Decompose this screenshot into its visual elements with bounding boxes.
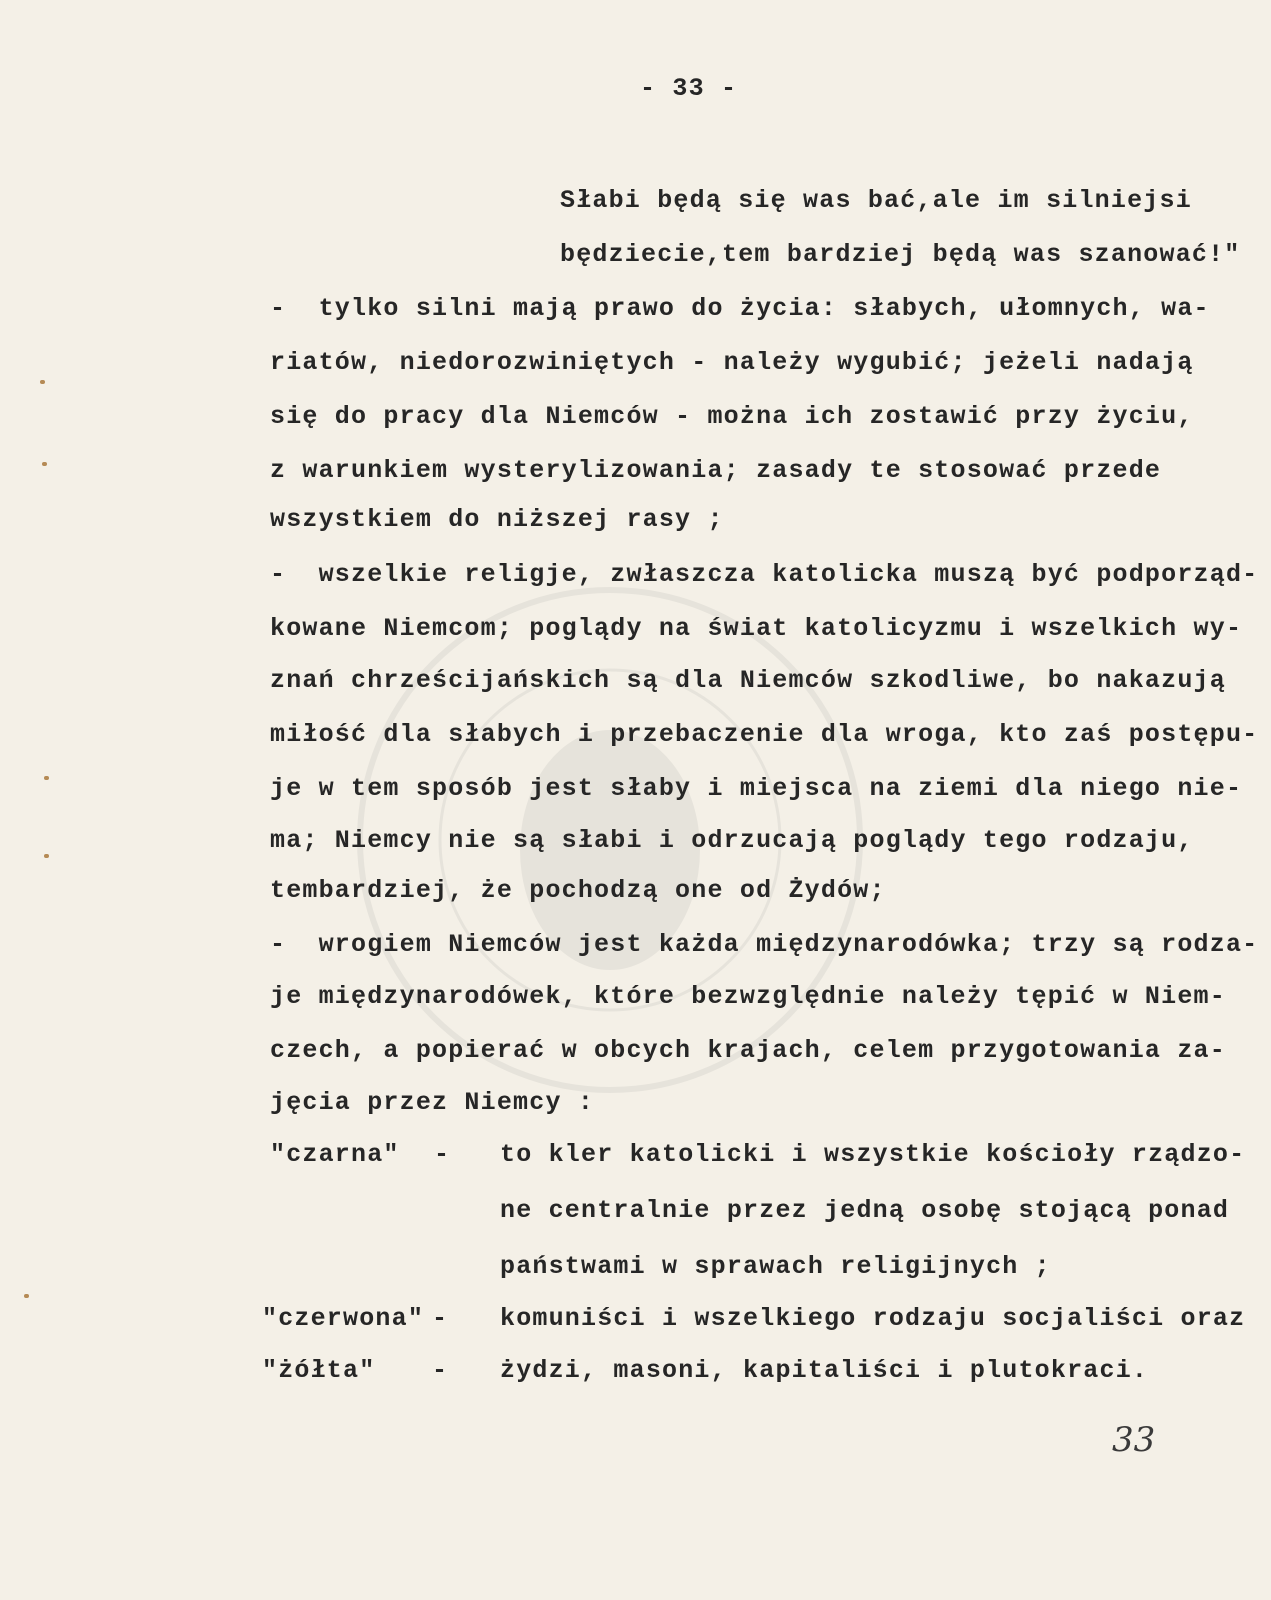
text-line: wszystkiem do niższej rasy ; [270, 505, 724, 534]
international-definition-line: państwami w sprawach religijnych ; [500, 1252, 1051, 1281]
international-definition-line: to kler katolicki i wszystkie kościoły rządzo- [500, 1140, 1246, 1169]
international-dash: - [432, 1304, 449, 1333]
page-number: - 33 - [640, 74, 738, 103]
text-line: riatów, niedorozwiniętych - należy wygubić; jeżeli nadają [270, 348, 1194, 377]
paper-speck [40, 380, 45, 384]
international-definition-line: komuniści i wszelkiego rodzaju socjaliści oraz [500, 1304, 1246, 1333]
text-line: znań chrześcijańskich są dla Niemców szkodliwe, bo nakazują [270, 666, 1226, 695]
text-line: będziecie,tem bardziej będą was szanować!" [560, 240, 1241, 269]
text-line: tembardziej, że pochodzą one od Żydów; [270, 876, 886, 905]
international-definition-line: żydzi, masoni, kapitaliści i plutokraci. [500, 1356, 1149, 1385]
text-line: je w tem sposób jest słaby i miejsca na ziemi dla niego nie- [270, 774, 1243, 803]
text-line: - tylko silni mają prawo do życia: słabych, ułomnych, wa- [270, 294, 1210, 323]
text-line: czech, a popierać w obcych krajach, celem przygotowania za- [270, 1036, 1226, 1065]
text-line: z warunkiem wysterylizowania; zasady te stosować przede [270, 456, 1162, 485]
text-line: Słabi będą się was bać,ale im silniejsi [560, 186, 1192, 215]
paper-speck [44, 776, 49, 780]
text-line: - wszelkie religje, zwłaszcza katolicka muszą być podporząd- [270, 560, 1259, 589]
text-line: ma; Niemcy nie są słabi i odrzucają poglądy tego rodzaju, [270, 826, 1194, 855]
text-line: jęcia przez Niemcy : [270, 1088, 595, 1117]
text-line: miłość dla słabych i przebaczenie dla wroga, kto zaś postępu- [270, 720, 1259, 749]
international-term-yellow: "żółta" [262, 1356, 376, 1385]
paper-speck [42, 462, 47, 466]
text-line: się do pracy dla Niemców - można ich zostawić przy życiu, [270, 402, 1194, 431]
international-definition-line: ne centralnie przez jedną osobę stojącą ponad [500, 1196, 1230, 1225]
international-term-red: "czerwona" [262, 1304, 425, 1333]
international-dash: - [432, 1356, 449, 1385]
paper-speck [24, 1294, 29, 1298]
handwritten-page-number: 33 [1112, 1420, 1156, 1460]
text-line: kowane Niemcom; poglądy na świat katolicyzmu i wszelkich wy- [270, 614, 1243, 643]
international-dash: - [434, 1140, 451, 1169]
text-line: - wrogiem Niemców jest każda międzynarodówka; trzy są rodza- [270, 930, 1259, 959]
text-line: je międzynarodówek, które bezwzględnie należy tępić w Niem- [270, 982, 1226, 1011]
international-term-black: "czarna" [270, 1140, 400, 1169]
paper-speck [44, 854, 49, 858]
